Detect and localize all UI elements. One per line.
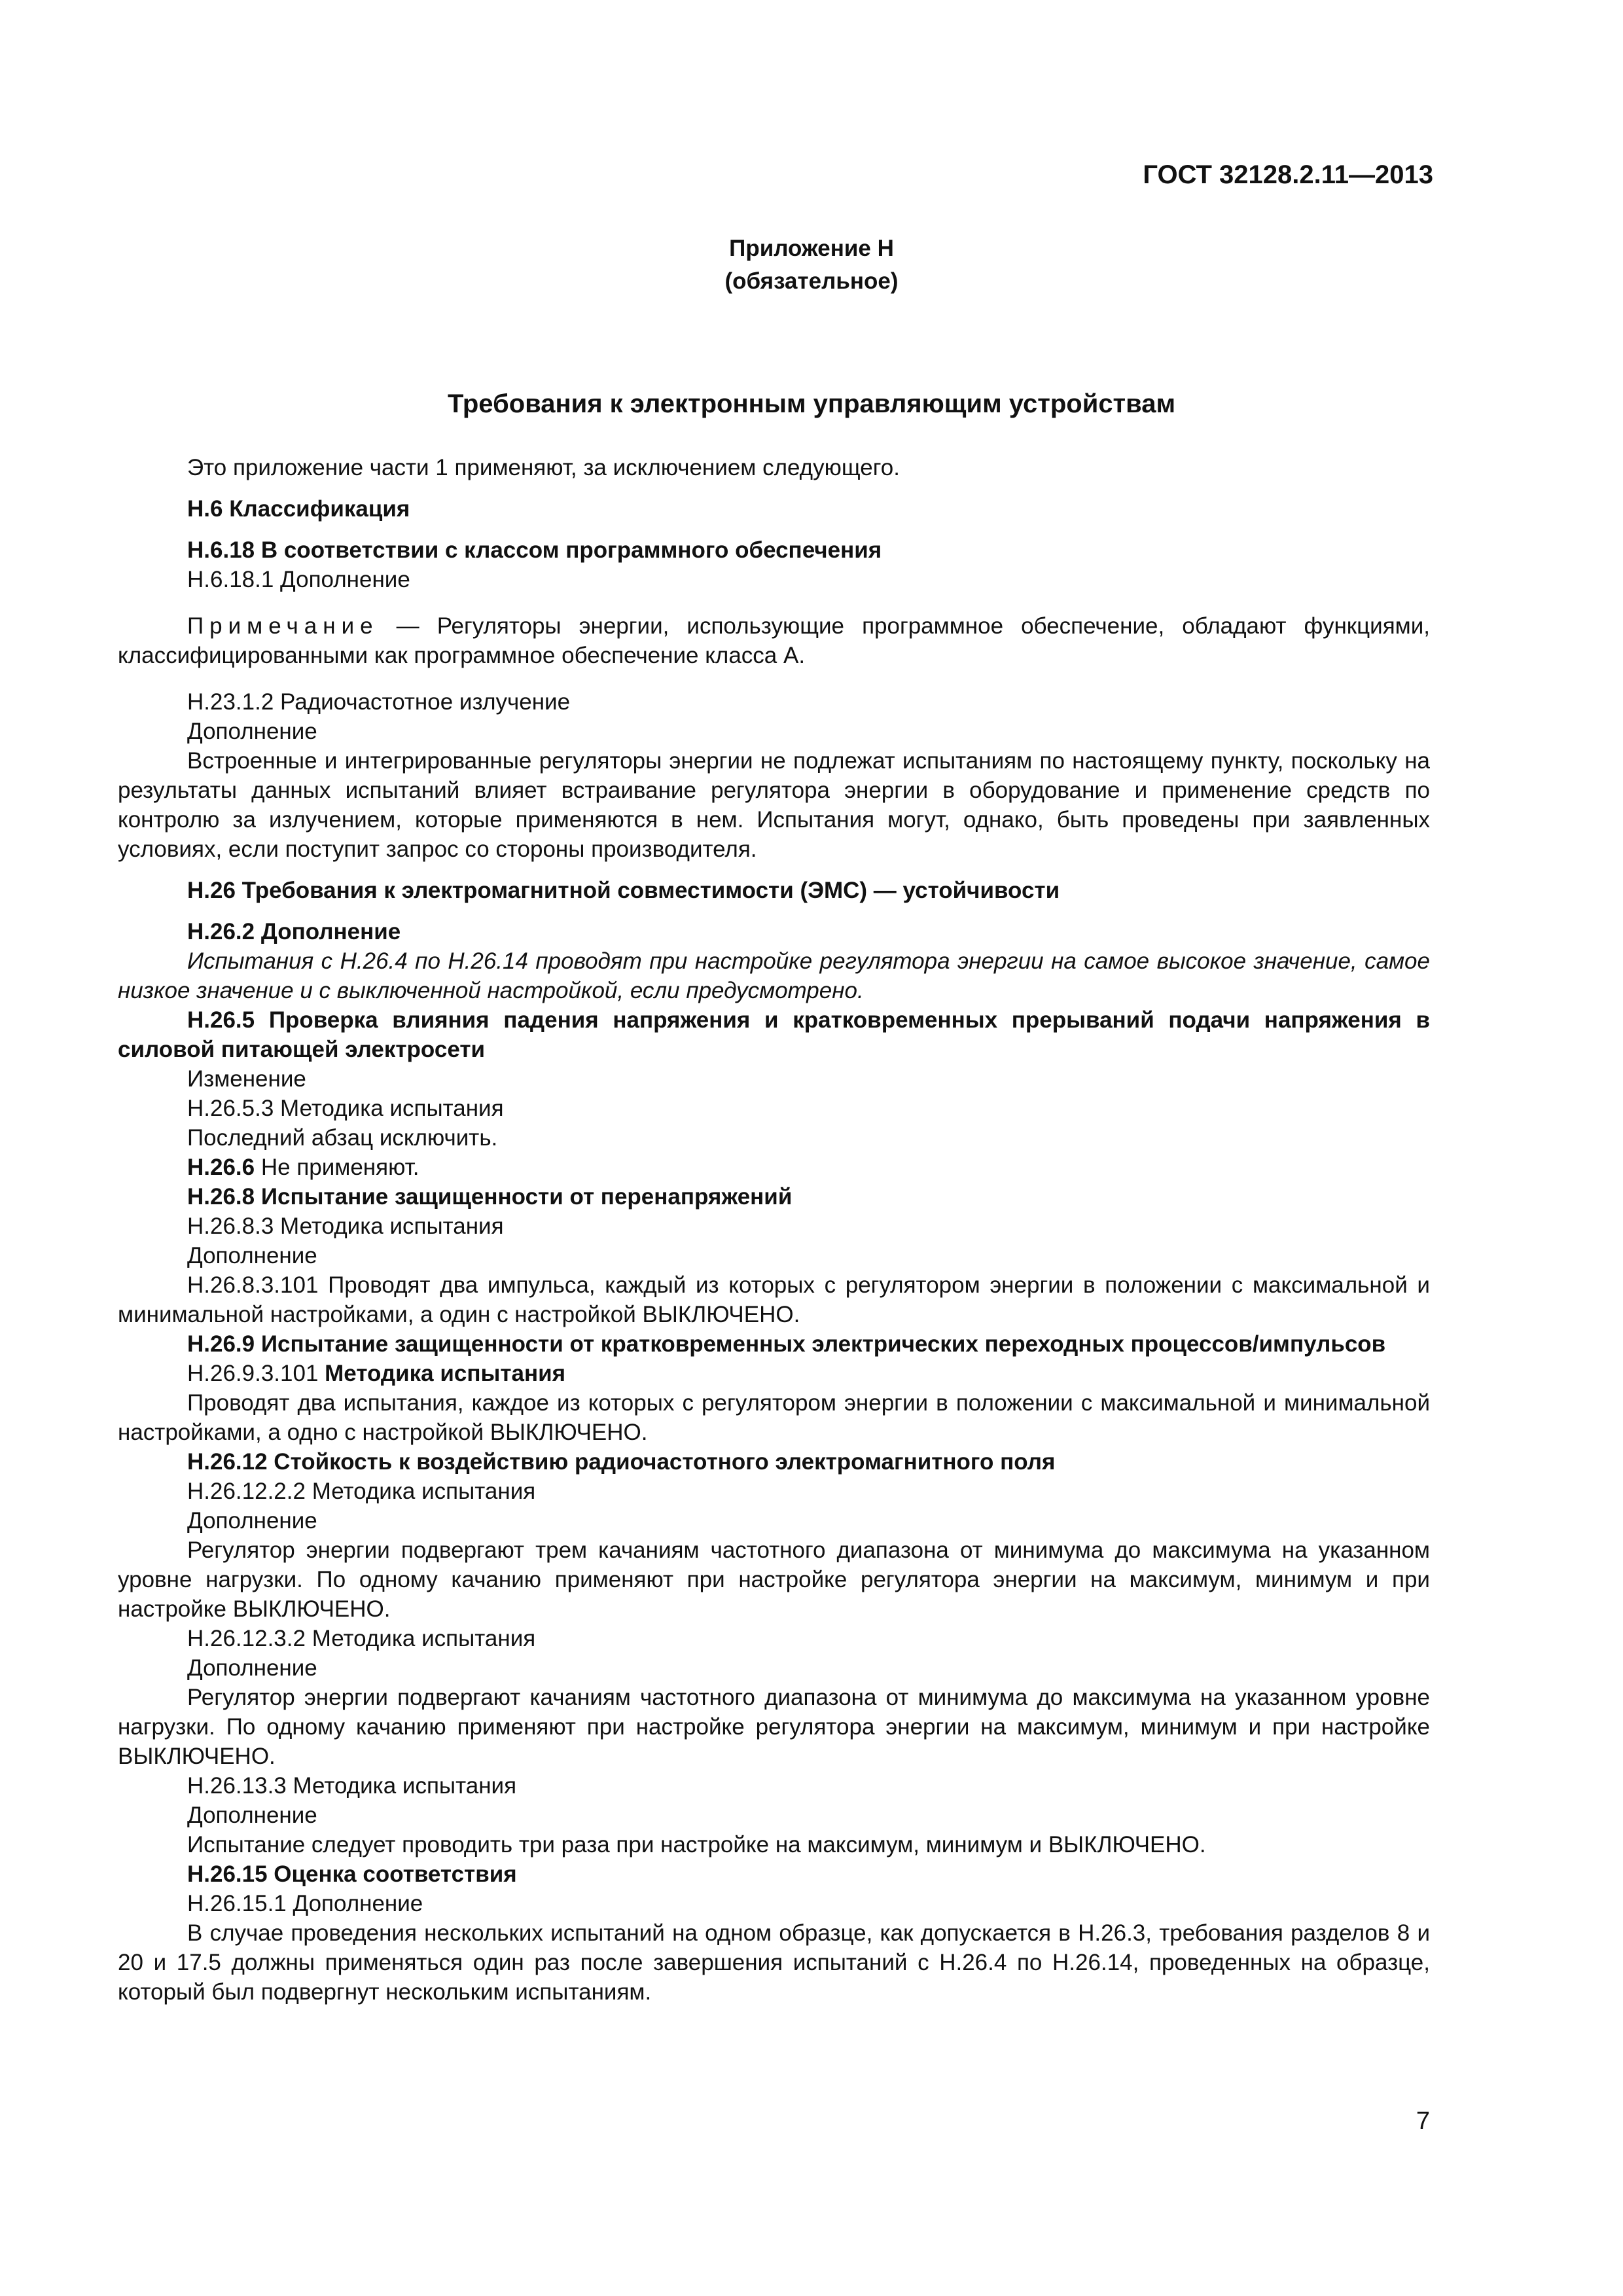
clause-subheading: Н.26.12.3.2 Методика испытания: [187, 1626, 536, 1651]
body-paragraph: Последний абзац исключить.: [187, 1125, 498, 1151]
standard-number: ГОСТ 32128.2.11—2013: [1143, 160, 1433, 189]
appendix-status: (обязательное): [724, 268, 899, 294]
note-paragraph: [118, 611, 1430, 670]
clause-subheading: Н.6.18.1 Дополнение: [187, 567, 410, 592]
document-body: [118, 453, 1430, 2007]
body-paragraph: Проводят два испытания, каждое из которых с регулятором энергии в положении с максимальной и минимальной настройками, а одно с настройкой ВЫКЛЮЧЕНО.: [118, 1390, 1430, 1445]
clause-heading: Н.6.18 В соответствии с классом программного обеспечения: [187, 537, 882, 563]
amendment-label: Дополнение: [187, 1508, 317, 1534]
page-number: 7: [1416, 2108, 1430, 2135]
clause-subheading: Н.26.8.3 Методика испытания: [187, 1213, 504, 1239]
body-paragraph: Регулятор энергии подвергают качаниям частотного диапазона от минимума до максимума на указанном уровне нагрузки. По одному качанию применяют при настройке регулятора энергии на максимум, минимум и при настройке ВЫКЛЮЧЕНО.: [118, 1685, 1430, 1769]
clause-subheading: Н.26.13.3 Методика испытания: [187, 1773, 517, 1799]
clause-heading: Н.26.12 Стойкость к воздействию радиочастотного электромагнитного поля: [187, 1449, 1056, 1475]
body-paragraph: Испытание следует проводить три раза при настройке на максимум, минимум и ВЫКЛЮЧЕНО.: [187, 1832, 1206, 1857]
clause-heading: Н.6 Классификация: [187, 496, 410, 522]
clause-heading: Н.26.15 Оценка соответствия: [187, 1861, 517, 1887]
clause-text: Не применяют.: [255, 1155, 419, 1180]
note-label: Примечание: [187, 613, 379, 639]
appendix-heading: [0, 232, 1623, 298]
amendment-label: Дополнение: [187, 1243, 317, 1268]
clause-heading: Н.26.5 Проверка влияния падения напряжения и кратковременных прерываний подачи напряжения в силовой питающей электросети: [118, 1007, 1430, 1062]
clause-number: Н.26.9.3.101: [187, 1361, 325, 1386]
body-paragraph: Н.26.8.3.101 Проводят два импульса, каждый из которых с регулятором энергии в положении с максимальной и минимальной настройками, а один с настройкой ВЫКЛЮЧЕНО.: [118, 1272, 1430, 1327]
clause-paragraph: [118, 1359, 1430, 1388]
amendment-label: Дополнение: [187, 719, 317, 744]
clause-heading: Н.26.8 Испытание защищенности от перенапряжений: [187, 1184, 793, 1210]
note-text: — Регуляторы энергии, использующие программное обеспечение, обладают функциями, классифицированными как программное обеспечение класса А.: [118, 613, 1430, 668]
clause-heading: Н.26 Требования к электромагнитной совместимости (ЭМС) — устойчивости: [187, 878, 1060, 903]
body-paragraph: В случае проведения нескольких испытаний на одном образце, как допускается в Н.26.3, требования разделов 8 и 20 и 17.5 должны применяться один раз после завершения испытаний с Н.26.4 по Н.26.14, проведенных на образце, который был подвергнут нескольким испытаниям.: [118, 1920, 1430, 2005]
section-title: Требования к электронным управляющим устройствам: [447, 389, 1176, 418]
body-paragraph-italic: Испытания с Н.26.4 по Н.26.14 проводят при настройке регулятора энергии на самое высокое значение, самое низкое значение и с выключенной настройкой, если предусмотрено.: [118, 948, 1430, 1003]
clause-subheading: Н.26.12.2.2 Методика испытания: [187, 1479, 536, 1504]
clause-paragraph: [118, 1153, 1430, 1182]
appendix-title: Приложение Н: [729, 236, 894, 261]
clause-subheading: Н.26.5.3 Методика испытания: [187, 1096, 504, 1121]
amendment-label: Дополнение: [187, 1803, 317, 1828]
body-paragraph: Встроенные и интегрированные регуляторы энергии не подлежат испытаниям по настоящему пункту, поскольку на результаты данных испытаний влияет встраивание регулятора энергии в оборудование и применение средств по контролю за излучением, которые применяются в нем. Испытания могут, однако, быть проведены при заявленных условиях, если поступит запрос со стороны производителя.: [118, 748, 1430, 862]
amendment-label: Изменение: [187, 1066, 306, 1092]
clause-number: Н.26.6: [187, 1155, 255, 1180]
clause-title: Методика испытания: [325, 1361, 566, 1386]
clause-heading: Н.26.2 Дополнение: [187, 919, 401, 944]
clause-heading: Н.26.9 Испытание защищенности от кратковременных электрических переходных процессов/импульсов: [187, 1331, 1386, 1357]
intro-paragraph: Это приложение части 1 применяют, за исключением следующего.: [187, 455, 900, 480]
amendment-label: Дополнение: [187, 1655, 317, 1681]
body-paragraph: Регулятор энергии подвергают трем качаниям частотного диапазона от минимума до максимума на указанном уровне нагрузки. По одному качанию применяют при настройке регулятора энергии на максимум, минимум и при настройке ВЫКЛЮЧЕНО.: [118, 1537, 1430, 1622]
clause-subheading: Н.23.1.2 Радиочастотное излучение: [187, 689, 571, 715]
clause-subheading: Н.26.15.1 Дополнение: [187, 1891, 423, 1916]
